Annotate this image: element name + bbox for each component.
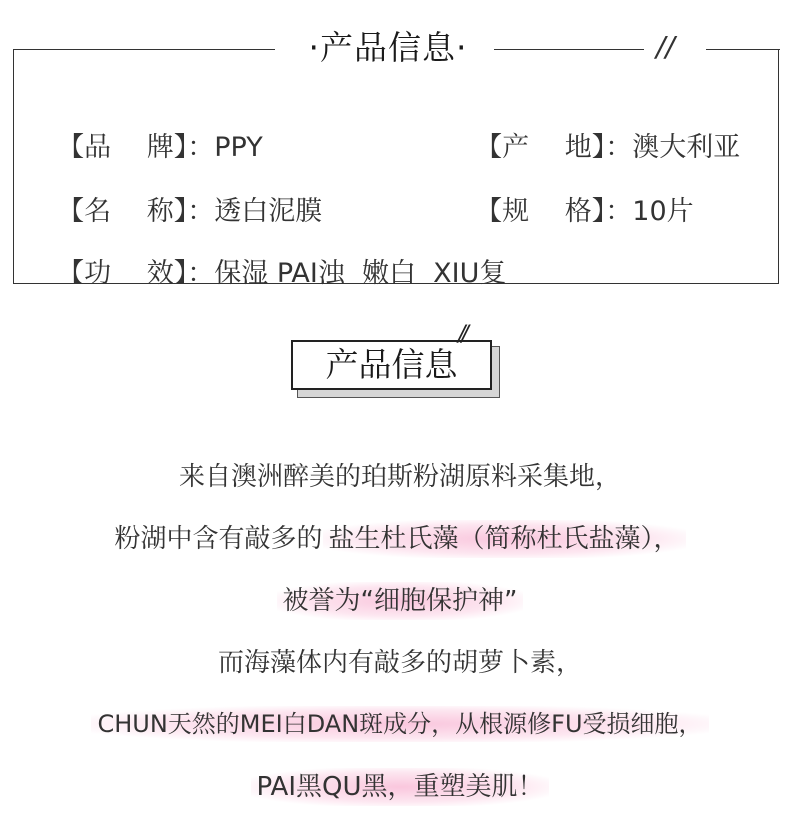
name-value: ：透白泥膜 bbox=[187, 196, 323, 227]
para-line-6-highlight: PAI黑QU黑，重塑美肌！ bbox=[251, 768, 550, 806]
effect-value: ：保湿 PAI浊 嫩白 XIU复 bbox=[187, 258, 507, 289]
para-line-4-text: 而海藻体内有敲多的胡萝卜素， bbox=[217, 648, 582, 678]
info-spec bbox=[458, 158, 694, 228]
brand-label: 【品 牌】 bbox=[57, 132, 188, 163]
info-origin bbox=[458, 94, 740, 164]
para-line-6 bbox=[0, 766, 800, 803]
para-line-1 bbox=[0, 456, 800, 493]
info-brand bbox=[40, 94, 263, 164]
para-line-1-text: 来自澳洲醉美的珀斯粉湖原料采集地， bbox=[178, 462, 621, 492]
para-line-5 bbox=[0, 704, 800, 739]
info-effect bbox=[40, 220, 506, 290]
section-title: 产品信息 bbox=[291, 340, 492, 390]
para-line-3-highlight: 被誉为“细胞保护神” bbox=[277, 582, 524, 620]
header-title: ·产品信息· bbox=[308, 28, 468, 67]
origin-label: 【产 地】 bbox=[475, 132, 606, 163]
para-line-5-highlight: CHUN天然的MEI白DAN斑成分，从根源修FU受损细胞， bbox=[91, 706, 708, 742]
origin-value: ：澳大利亚 bbox=[605, 132, 741, 163]
effect-label: 【功 效】 bbox=[57, 258, 188, 289]
para-line-3 bbox=[0, 580, 800, 617]
para-line-4 bbox=[0, 642, 800, 679]
para-line-2 bbox=[0, 518, 800, 555]
header-slash-deco: // bbox=[656, 30, 675, 63]
brand-value: ：PPY bbox=[187, 132, 263, 163]
section-slash-deco: // bbox=[458, 322, 465, 347]
para-line-2-text-a: 粉湖中含有敲多的 bbox=[114, 524, 323, 554]
spec-label: 【规 格】 bbox=[475, 196, 606, 227]
para-line-2-highlight: 盐生杜氏藻（简称杜氏盐藻）， bbox=[323, 520, 686, 558]
name-label: 【名 称】 bbox=[57, 196, 188, 227]
info-name bbox=[40, 158, 322, 228]
spec-value: ：10片 bbox=[605, 196, 694, 227]
